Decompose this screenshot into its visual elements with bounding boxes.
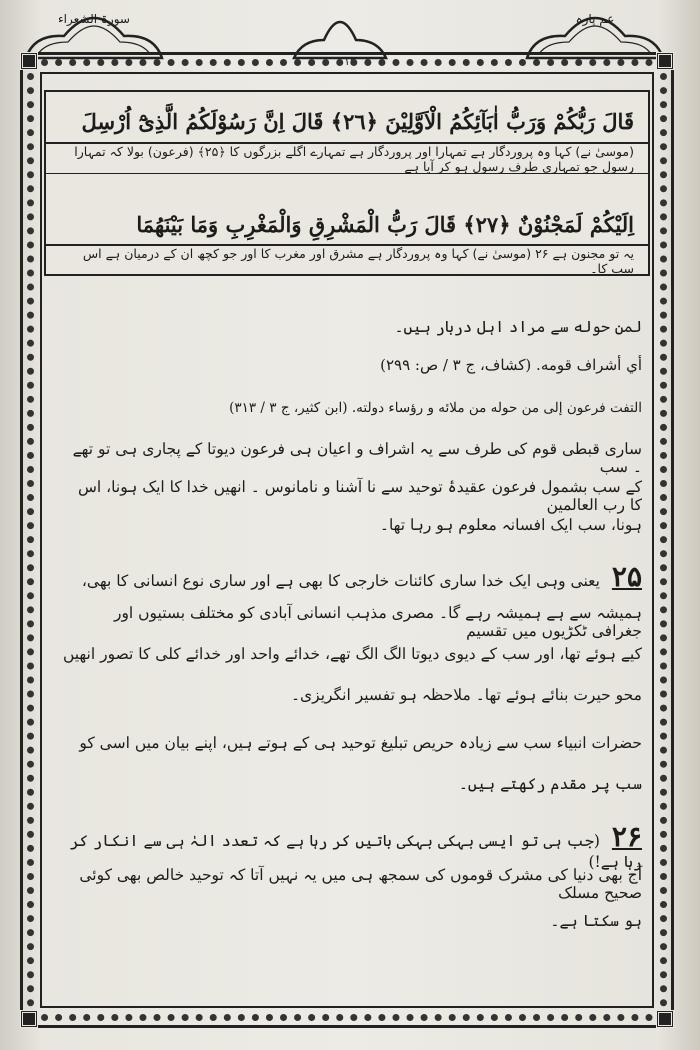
page-number: ١٩ [343,55,357,68]
translation-line-1: (موسیٰ نے) کہا وہ پروردگار ہے تمہارا اور پروردگار ہے تمہارے اگلے بزرگوں کا ﴿۲۵﴾ (فرعون) بولا کہ تمہارا رسول جو تمہاری طرف رسول ہو کر آیا ہے [46,144,648,174]
paragraph-2-line-1: یعنی وہی ایک خدا ساری کائنات خارجی کا بھی ہے اور ساری نوع انسانی کا بھی، [81,572,600,590]
commentary-line-2: أي أشراف قومه. (کشاف، ج ۳ / ص: ۲۹۹) [380,356,642,374]
paragraph-4-line-3: ہو سکتا ہے۔ [550,912,642,930]
paragraph-2-line-3: کیے ہوئے تھا، اور سب کے دیوی دیوتا الگ الگ تھے، خدائے واحد اور خدائے کلی کا تصور انھیں [62,645,642,663]
note-26-number: ۲۶ [611,820,642,853]
corner-ornament [20,52,38,70]
commentary-line-1: لمن حوله سے مراد اہل دربار ہیں۔ [394,318,642,336]
corner-ornament [656,52,674,70]
paragraph-4-line-2: آج بھی دنیا کی مشرک قوموں کی سمجھ ہی میں یہ نہیں آتا کہ توحید خالص بھی کوئی صحیح مسلک [79,866,642,902]
verse-box [44,90,650,276]
paragraph-1-line-3: ہونا، سب ایک افسانہ معلوم ہو رہا تھا۔ [379,516,642,534]
paragraph-1-line-1: ساری قبطی قوم کی طرف سے یہ اشراف و اعیان ہی فرعون دیوتا کے پجاری ہی تو تھے ۔ سب [72,440,642,476]
corner-ornament [20,1010,38,1028]
arabic-verse-line-2: اِلَيْكُمْ لَمَجْنُوْنٌ ﴿٢٧﴾ قَالَ رَبُّ الْمَشْرِقِ وَالْمَغْرِبِ وَمَا بَيْنَهُمَا [46,204,648,246]
arabic-verse-line-1: قَالَ رَبُّكُمْ وَرَبُّ اٰبَآئِكُمُ الْاَوَّلِيْنَ ﴿٢٦﴾ قَالَ اِنَّ رَسُوْلَكُمُ الَّذِىْٓ اُرْسِلَ [46,100,648,144]
paragraph-3-line-1: حضرات انبیاء سب سے زیادہ حریص تبلیغ توحید ہی کے ہوتے ہیں، اپنے بیان میں اسی کو [79,734,642,752]
commentary-line-3: التفت فرعون إلى من حوله من ملائه و رؤساء دولته. (ابن کثیر، ج ۳ / ۳۱۳) [229,400,642,416]
right-header-label: عم پارہ [575,12,615,26]
surah-name-label: سورۃ الشعراء [58,12,130,26]
note-25-number: ۲۵ [611,560,642,593]
note-26-paragraph [62,820,642,871]
paragraph-2-line-2: ہمیشہ سے ہے ہمیشہ رہے گا۔ مصری مذہب انسانی آبادی کو مختلف بستیوں اور جغرافی ٹکڑیوں میں تقسیم [113,604,642,640]
paragraph-1-line-2: کے سب بشمول فرعون عقیدۂ توحید سے نا آشنا و نامانوس ۔ انھیں خدا کا ایک ہونا، اس کا رب العالمین [78,478,642,514]
paragraph-3-line-2: سب پر مقدم رکھتے ہیں۔ [458,775,642,793]
paragraph-2-line-4: محو حیرت بنائے ہوئے تھا۔ ملاحظہ ہو تفسیر انگریزی۔ [290,686,642,704]
translation-line-2: یہ تو مجنون ہے ۲۶ (موسیٰ نے) کہا وہ پروردگار ہے مشرق اور مغرب کا اور جو کچھ ان کے درمیان ہے اس سب کا۔ [82,246,634,276]
corner-ornament [656,1010,674,1028]
note-25-paragraph [62,560,642,593]
paragraph-4-line-1: (جب ہی تو ایسی بہکی بہکی باتیں کر رہا ہے کہ تعدد الہٰ ہی سے انکار کر رہا ہے!) [70,832,642,871]
